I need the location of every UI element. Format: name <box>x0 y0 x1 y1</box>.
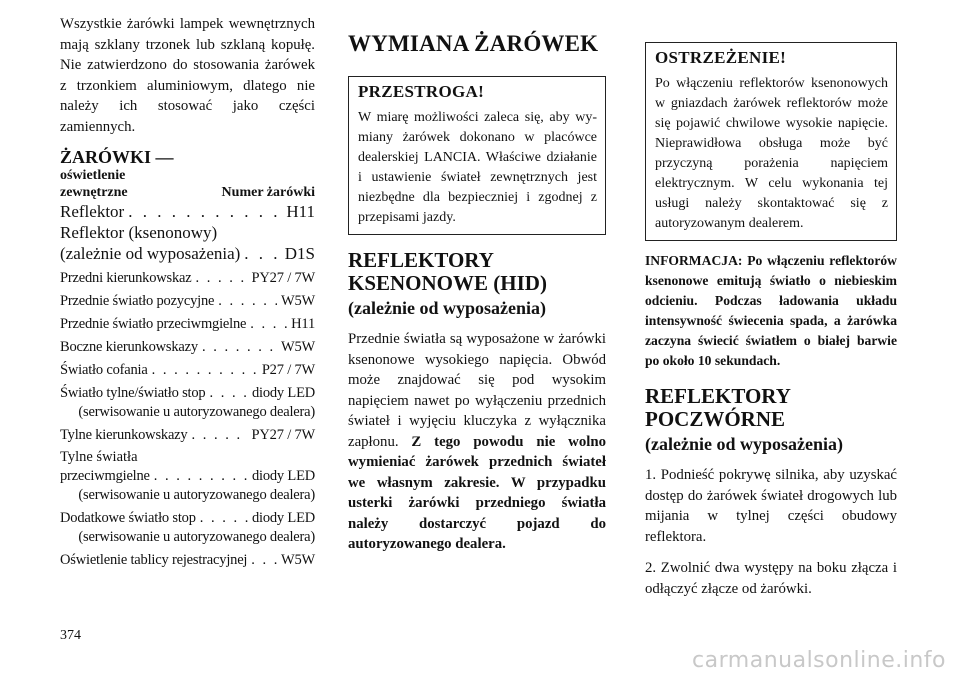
xenon-section-subtitle: (zależnie od wyposażenia) <box>348 298 546 318</box>
bulb-row-cofania: Światło cofania . . . P27 / 7W <box>60 360 315 380</box>
caution-box <box>348 76 606 235</box>
column-right <box>645 42 897 599</box>
bulb-row-reflektor: Reflektor . . . H11 <box>60 201 315 223</box>
xenon-paragraph <box>348 329 606 555</box>
warning-box <box>645 42 897 241</box>
quad-section-subtitle: (zależnie od wyposażenia) <box>645 434 843 454</box>
bulb-row-dodatkowe-stop: Dodatkowe światło stop . . . diody LED <box>60 508 315 528</box>
watermark: carmanualsonline.info <box>692 648 946 673</box>
bulb-row-pozycyjne: Przednie światło pozycyjne . . . W5W <box>60 291 315 311</box>
xenon-paragraph-regular: Przednie światła są wyposażone w żarówki ksenonowe wysokiego napięcia. Obwód może znajdować się pod wysokim napięciem nawet po wyłączeniu przednich świateł i wyjęciu kluczyka z wyłącznika zapłonu. <box>348 331 606 450</box>
bulb-row-przeciwmgielne-przod: Przednie światło przeciwmgielne . . . H11 <box>60 314 315 334</box>
bulb-row-tylne-stop-note: (serwisowanie u autoryzowanego dealera) <box>78 404 315 420</box>
caution-text: W miarę możliwości zaleca się, aby wymiany żarówek dokonano w placówce dealerskiej LANCIA. Właściwe działanie i ustawienie świateł zewnętrznych jest niezbędne dla bezpieczniej i zgodnej z przepisami jazdy. <box>358 110 597 225</box>
quad-section-title: REFLEKTORY POCZWÓRNE <box>645 384 791 431</box>
info-note: INFORMACJA: Po włączeniu reflektorów ksenonowe emitują światło o niebieskim odcieniu. Podczas ładowania układu intensywność świecenia spada, a żarówka zaczyna świecić światłem o białej barwie po około 10 sekundach. <box>645 253 897 368</box>
bulb-row-tylne-przeciwmgielne-line1: Tylne światła <box>60 449 138 465</box>
column-middle <box>348 30 606 555</box>
page-number: 374 <box>60 628 81 643</box>
bulb-table-title: ŻARÓWKI — <box>60 147 174 167</box>
xenon-section-title: REFLEKTORY KSENONOWE (HID) <box>348 248 547 295</box>
bulb-table-header-right: Numer żarówki <box>221 185 315 200</box>
intro-paragraph: Wszystkie żarówki lampek wewnętrznych mają szklany trzonek lub szklaną kopułę. Nie zatwierdzono do stosowania żarówek z trzonkiem aluminiowym, dlatego nie należy ich stosować jako części zamiennych. <box>60 16 315 135</box>
bulb-table-header <box>60 167 315 201</box>
bulb-row-kierunkowskazy-tyl: Tylne kierunkowskazy . . . PY27 / 7W <box>60 425 315 445</box>
warning-text: Po włączeniu reflektorów ksenonowych w gniazdach żarówek reflektorów może się pojawić chwilowe wysokie napięcie. Nieprawidłowa obsługa może być przyczyną porażenia napięciem elektrycznym. W celu wykonania tej usługi należy skontaktować się z autoryzowanym dealerem. <box>655 76 888 231</box>
bulb-row-przedni-kierunkowskaz: Przedni kierunkowskaz . . . PY27 / 7W <box>60 268 315 288</box>
bulb-row-dodatkowe-stop-note: (serwisowanie u autoryzowanego dealera) <box>78 529 315 545</box>
page-title: WYMIANA ŻARÓWEK <box>348 31 599 56</box>
bulb-row-tylne-przeciwmgielne: przeciwmgielne . . . diody LED <box>60 466 315 486</box>
step-1: 1. Podnieść pokrywę silnika, aby uzyskać dostęp do żarówek świateł drogowych lub mijania w tylnej części obudowy reflektora. <box>645 467 897 545</box>
bulb-row-ksenon: (zależnie od wyposażenia) . . . D1S <box>60 243 315 265</box>
step-2: 2. Zwolnić dwa występy na boku złącza i odłączyć złącze od żarówki. <box>645 560 897 597</box>
bulb-row-boczne-kierunkowskazy: Boczne kierunkowskazy . . . W5W <box>60 337 315 357</box>
bulb-row-tylne-stop: Światło tylne/światło stop . . . diody LED <box>60 383 315 403</box>
caution-title: PRZESTROGA! <box>358 82 485 101</box>
bulb-table-header-left: oświetlenie zewnętrzne <box>60 168 128 200</box>
column-left <box>60 14 315 570</box>
xenon-paragraph-bold: Z tego powodu nie wolno wymieniać żarówek przednich świateł we własnym zakresie. W przypadku usterki żarówki przedniego światła należy dostarczyć pojazd do autoryzowanego dealera. <box>348 433 606 552</box>
bulb-row-tylne-przeciwmgielne-note: (serwisowanie u autoryzowanego dealera) <box>78 487 315 503</box>
warning-title: OSTRZEŻENIE! <box>655 48 787 67</box>
bulb-row-tablica: Oświetlenie tablicy rejestracyjnej . . . W5W <box>60 550 315 570</box>
bulb-row-ksenon-line1: Reflektor (ksenonowy) <box>60 223 218 242</box>
